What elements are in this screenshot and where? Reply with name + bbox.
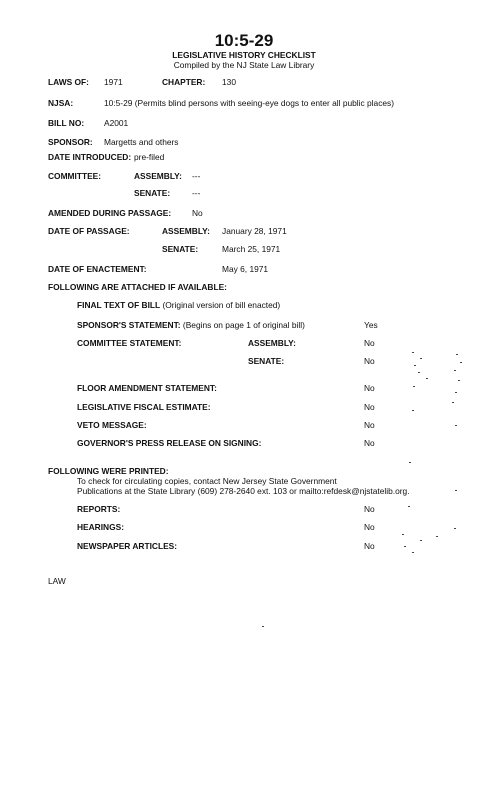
press-release-label: GOVERNOR'S PRESS RELEASE ON SIGNING: (77, 438, 262, 448)
final-text-note: (Original version of bill enacted) (162, 300, 281, 310)
date-of-enactement-label: DATE OF ENACTEMENT: (48, 264, 147, 274)
sponsor-statement-note: (Begins on page 1 of original bill) (182, 320, 305, 330)
footer-tag: LAW (48, 576, 66, 586)
laws-of-value: 1971 (104, 77, 123, 87)
committee-senate-label: SENATE: (134, 188, 171, 198)
floor-amendment-label: FLOOR AMENDMENT STATEMENT: (77, 383, 217, 393)
newspaper-articles-value: No (364, 541, 375, 551)
final-text-label: FINAL TEXT OF BILL (77, 300, 161, 310)
final-text-row (77, 300, 280, 310)
date-of-enactement-value: May 6, 1971 (222, 264, 269, 274)
date-introduced-label: DATE INTRODUCED: (48, 152, 132, 162)
passage-assembly-value: January 28, 1971 (222, 226, 287, 236)
sponsor-statement-value: Yes (364, 320, 378, 330)
newspaper-articles-label: NEWSPAPER ARTICLES: (77, 541, 178, 551)
press-release-value: No (364, 438, 375, 448)
printed-note-line2: Publications at the State Library (609) 278-2640 ext. 103 or mailto:refdesk@njstatelib.org. (77, 486, 410, 496)
sponsor-statement-label: SPONSOR'S STATEMENT: (77, 320, 181, 330)
passage-assembly-label: ASSEMBLY: (162, 226, 210, 236)
printed-note-line1: To check for circulating copies, contact New Jersey State Government (77, 476, 337, 486)
fiscal-estimate-value: No (364, 402, 375, 412)
committee-assembly-value: --- (192, 171, 201, 181)
fiscal-estimate-label: LEGISLATIVE FISCAL ESTIMATE: (77, 402, 211, 412)
floor-amendment-value: No (364, 383, 375, 393)
committee-label: COMMITTEE: (48, 171, 102, 181)
compiled-by: Compiled by the NJ State Law Library (173, 60, 315, 70)
document-title: LEGISLATIVE HISTORY CHECKLIST (172, 50, 316, 60)
committee-assembly-label: ASSEMBLY: (134, 171, 182, 181)
veto-message-label: VETO MESSAGE: (77, 420, 147, 430)
amended-label: AMENDED DURING PASSAGE: (48, 208, 172, 218)
hearings-value: No (364, 522, 375, 532)
passage-senate-value: March 25, 1971 (222, 244, 281, 254)
committee-statement-senate-value: No (364, 356, 375, 366)
chapter-value: 130 (222, 77, 236, 87)
sponsor-value: Margetts and others (104, 137, 179, 147)
njsa-label: NJSA: (48, 98, 74, 108)
njsa-value: 10:5-29 (Permits blind persons with seeing-eye dogs to enter all public places) (104, 98, 395, 108)
veto-message-value: No (364, 420, 375, 430)
attached-heading: FOLLOWING ARE ATTACHED IF AVAILABLE: (48, 282, 227, 292)
reports-value: No (364, 504, 375, 514)
hearings-label: HEARINGS: (77, 522, 124, 532)
committee-statement-assembly-value: No (364, 338, 375, 348)
sponsor-label: SPONSOR: (48, 137, 93, 147)
passage-senate-label: SENATE: (162, 244, 199, 254)
chapter-label: CHAPTER: (162, 77, 206, 87)
amended-value: No (192, 208, 203, 218)
reports-label: REPORTS: (77, 504, 121, 514)
committee-statement-assembly-label: ASSEMBLY: (248, 338, 296, 348)
laws-of-label: LAWS OF: (48, 77, 89, 87)
committee-statement-label: COMMITTEE STATEMENT: (77, 338, 182, 348)
date-introduced-value: pre-filed (134, 152, 165, 162)
committee-senate-value: --- (192, 188, 201, 198)
printed-heading: FOLLOWING WERE PRINTED: (48, 466, 169, 476)
document-number: 10:5-29 (214, 31, 274, 50)
date-of-passage-label: DATE OF PASSAGE: (48, 226, 130, 236)
committee-statement-senate-label: SENATE: (248, 356, 285, 366)
bill-no-label: BILL NO: (48, 118, 85, 128)
bill-no-value: A2001 (104, 118, 129, 128)
sponsor-statement-row (77, 320, 305, 330)
